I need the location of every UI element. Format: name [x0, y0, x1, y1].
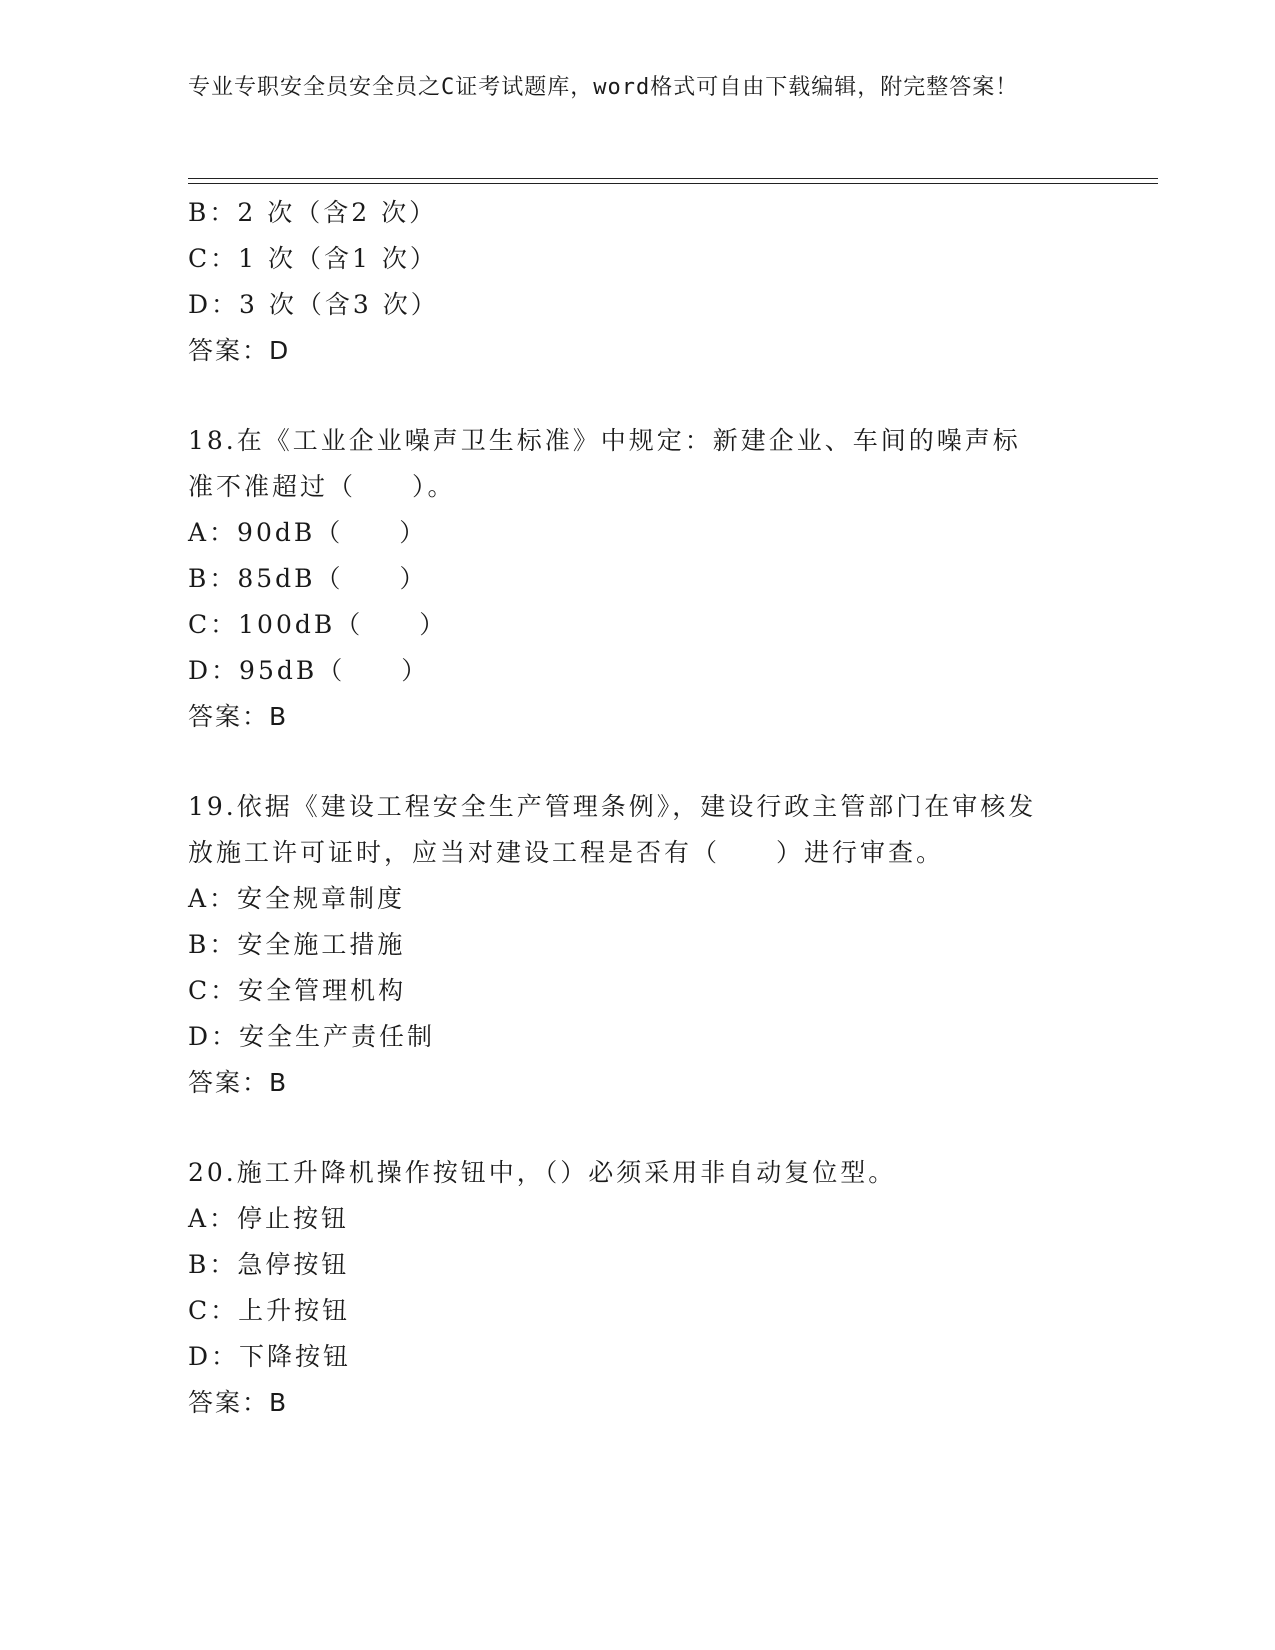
option-d: D：3 次（含3 次）	[188, 290, 439, 319]
option-b: B：急停按钮	[188, 1250, 350, 1279]
spacer	[188, 1106, 1088, 1150]
spacer	[188, 740, 1088, 784]
header-rule-top	[188, 178, 1158, 179]
question-19	[188, 784, 1088, 1106]
option-c: C：上升按钮	[188, 1296, 351, 1325]
option-b: B：安全施工措施	[188, 930, 406, 959]
question-text: 18.在《工业企业噪声卫生标准》中规定：新建企业、车间的噪声标准不准超过（ ）。	[188, 426, 1021, 501]
question-list	[188, 190, 1088, 1426]
header-rule-bottom	[188, 183, 1158, 184]
answer: 答案：B	[188, 1388, 289, 1417]
option-a: A：停止按钮	[188, 1204, 350, 1233]
question-continued	[188, 190, 1088, 374]
option-a: A：安全规章制度	[188, 884, 406, 913]
question-18	[188, 418, 1088, 740]
option-d: D：安全生产责任制	[188, 1022, 436, 1051]
question-text: 19.依据《建设工程安全生产管理条例》，建设行政主管部门在审核发放施工许可证时，应当对建设工程是否有（ ）进行审查。	[188, 792, 1037, 867]
option-a: A：90dB（ ）	[188, 518, 428, 547]
answer: 答案：B	[188, 1068, 289, 1097]
answer: 答案：D	[188, 336, 291, 365]
option-c: C：100dB（ ）	[188, 610, 448, 639]
spacer	[188, 374, 1088, 418]
question-text: 20.施工升降机操作按钮中，（）必须采用非自动复位型。	[188, 1158, 897, 1187]
answer: 答案：B	[188, 702, 289, 731]
document-header: 专业专职安全员安全员之C证考试题库，word格式可自由下载编辑，附完整答案！	[188, 75, 1019, 100]
option-b: B：85dB（ ）	[188, 564, 428, 593]
option-b: B：2 次（含2 次）	[188, 198, 438, 227]
option-c: C：安全管理机构	[188, 976, 407, 1005]
option-d: D：下降按钮	[188, 1342, 352, 1371]
option-c: C：1 次（含1 次）	[188, 244, 438, 273]
question-20	[188, 1150, 1088, 1426]
option-d: D：95dB（ ）	[188, 656, 430, 685]
